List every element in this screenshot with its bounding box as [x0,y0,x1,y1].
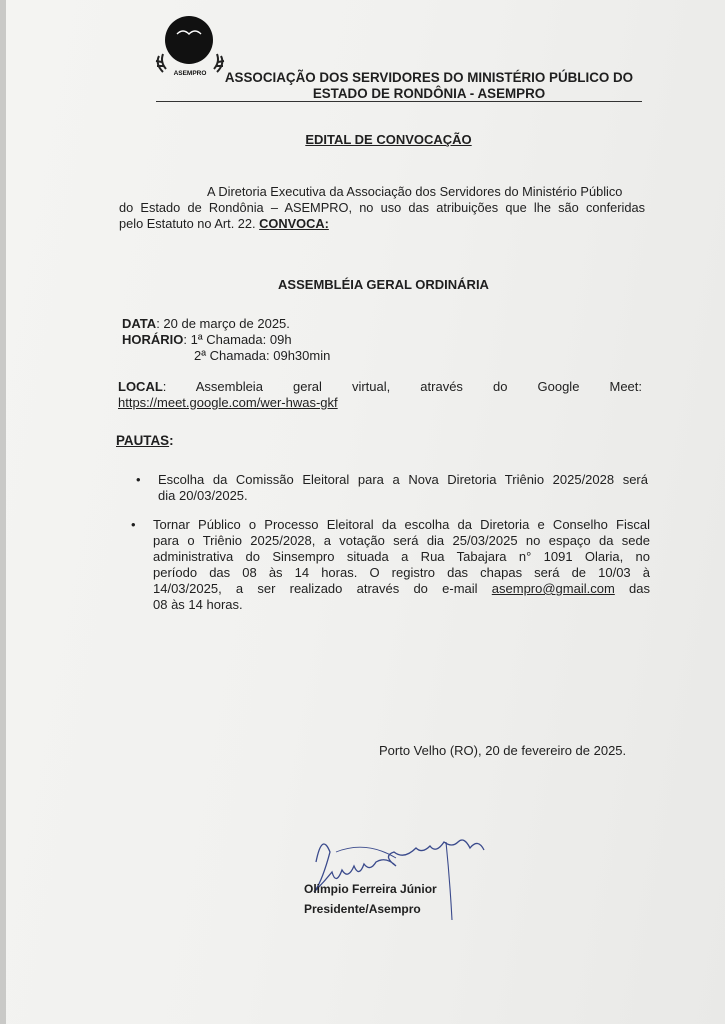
signature-block [304,879,437,919]
org-line-1: ASSOCIAÇÃO DOS SERVIDORES DO MINISTÉRIO PÚBLICO DO [224,70,634,85]
location-label: LOCAL [118,379,163,394]
time-label: HORÁRIO [122,332,184,347]
document-title: EDITAL DE CONVOCAÇÃO [305,132,472,147]
meet-link[interactable]: https://meet.google.com/wer-hwas-gkf [118,395,338,410]
signer-role: Presidente/Asempro [304,902,421,916]
agenda-colon: : [169,433,174,448]
agenda-item-1-line-1: Escolha da Comissão Eleitoral para a Nova Diretoria Triênio 2025/2028 será [158,472,648,487]
intro-paragraph [119,184,645,232]
agenda-item-2-line-4: período das 08 às 14 horas. O registro das chapas será de 10/03 à [153,565,650,580]
asempro-logo [153,14,227,78]
place-and-date: Porto Velho (RO), 20 de fevereiro de 2025. [379,743,627,758]
agenda-item-2-line-3: administrativa do Sinsempro situada a Rua Tabajara n° 1091 Olaria, no [153,549,650,564]
intro-line-2: do Estado de Rondônia – ASEMPRO, no uso das atribuições que lhe são conferidas [119,200,645,215]
agenda-item [136,472,648,504]
email-link[interactable]: asempro@gmail.com [491,581,615,596]
intro-line-1: A Diretoria Executiva da Associação dos Servidores do Ministério Público [207,184,623,199]
bullet-icon: • [136,472,141,487]
date-row [122,316,330,332]
agenda-item-2-line-5a: 14/03/2025, a ser realizado através do e-mail [153,581,478,596]
second-call: 2ª Chamada: 09h30min [194,348,331,363]
agenda-label: PAUTAS [116,433,170,448]
logo-text: ASEMPRO [173,70,207,77]
convoca-label: CONVOCA: [259,216,329,231]
location-value: : Assembleia geral virtual, através do Google Meet: [162,379,642,394]
bullet-icon: • [131,517,136,532]
org-line-2: ESTADO DE RONDÔNIA - ASEMPRO [312,86,546,101]
agenda-item-2-line-5 [153,581,650,597]
location-row [118,379,642,395]
document-page [6,0,725,1024]
signer-name: Olimpio Ferreira Júnior [304,882,437,896]
date-label: DATA [122,316,157,331]
agenda-item-2-line-2: para o Triênio 2025/2028, a votação será dia 25/03/2025 no espaço da sede [153,533,650,548]
agenda-item-1-line-2: dia 20/03/2025. [158,488,248,503]
date-value: : 20 de março de 2025. [156,316,290,331]
agenda-item-2-line-1: Tornar Público o Processo Eleitoral da escolha da Diretoria e Conselho Fiscal [153,517,650,532]
location-block [118,379,642,411]
time-row [122,332,330,348]
intro-line-3-text: pelo Estatuto no Art. 22. [119,216,256,231]
agenda-item [131,517,650,613]
agenda-item-2-line-6: 08 às 14 horas. [153,597,243,612]
assembly-title: ASSEMBLÉIA GERAL ORDINÁRIA [278,277,489,292]
header-divider [156,101,642,102]
first-call: : 1ª Chamada: 09h [183,332,292,347]
organization-name [224,70,634,102]
agenda-heading [116,433,174,448]
intro-line-3 [119,216,645,232]
meeting-details [122,316,330,364]
agenda-item-2-line-5b: das [629,581,650,596]
